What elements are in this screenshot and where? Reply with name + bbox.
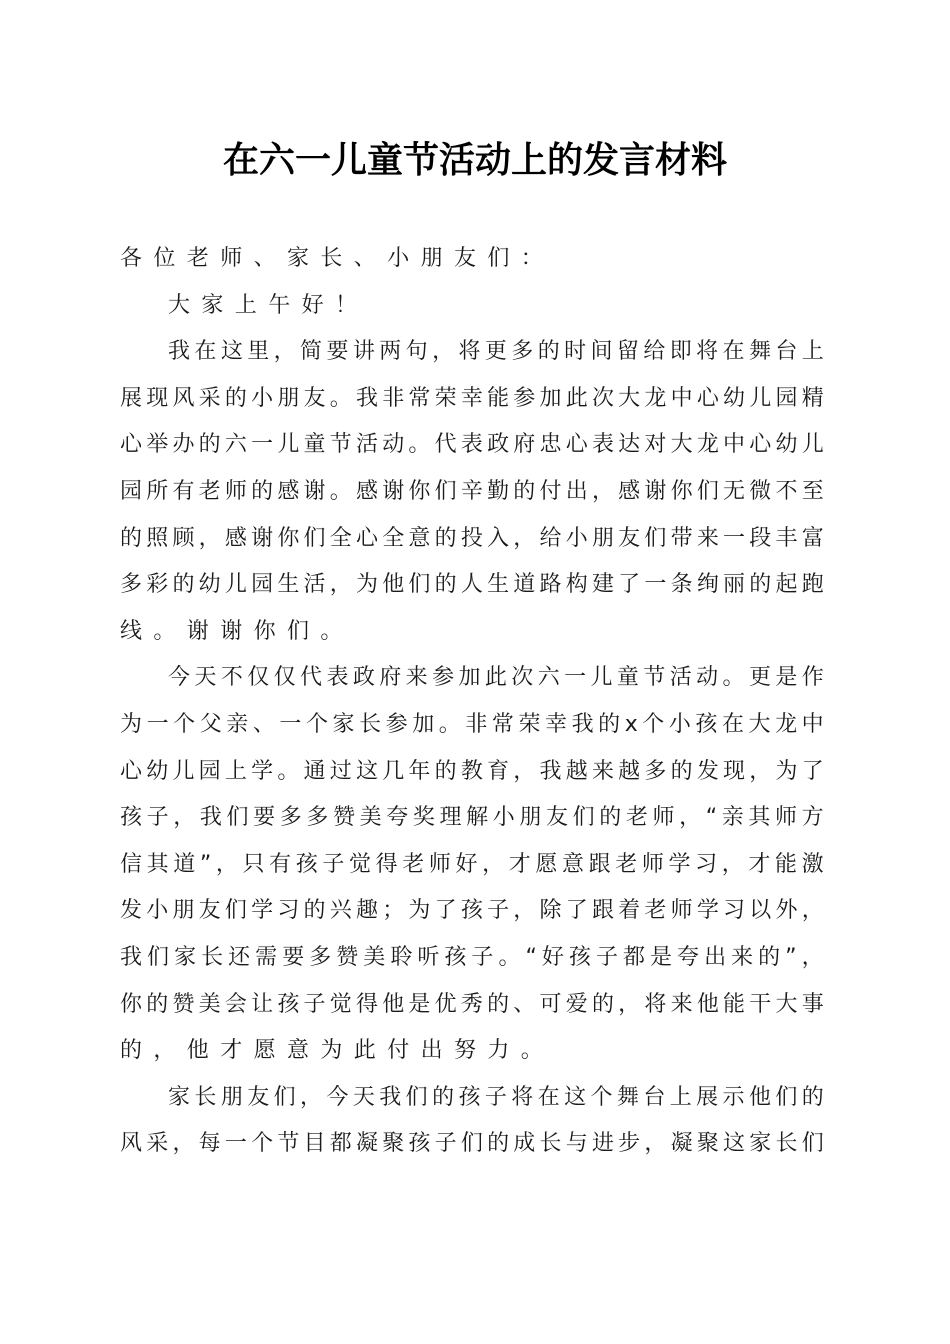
paragraph-line: 风 采 ， 每 一 个 节 目 都 凝 聚 孩 子 们 的 成 长 与 进 步 ， 凝 聚 这 家 长 们 — [120, 1131, 824, 1157]
paragraph-line: 心 幼 儿 园 上 学 。 通 过 这 几 年 的 教 育 ， 我 越 来 越 多 的 发 现 ， 为 了 — [120, 758, 824, 784]
paragraph-line: 我 们 家 长 还 需 要 多 赞 美 聆 听 孩 子 。 “ 好 孩 子 都 是 夸 出 来 的 ” ， — [120, 944, 824, 970]
document-title: 在六一儿童节活动上的发言材料 — [222, 139, 727, 181]
paragraph-line: 你 的 赞 美 会 让 孩 子 觉 得 他 是 优 秀 的 、 可 爱 的 ， 将 来 他 能 干 大 事 — [120, 991, 824, 1017]
paragraph-line: 今 天 不 仅 仅 代 表 政 府 来 参 加 此 次 六 一 儿 童 节 活 动 。 更 是 作 — [168, 665, 824, 691]
paragraph-line: 的 照 顾 ， 感 谢 你 们 全 心 全 意 的 投 入 ， 给 小 朋 友 们 带 来 一 段 丰 富 — [120, 525, 824, 551]
salutation: 各位老师、家长、小朋友们： — [120, 246, 555, 271]
paragraph-line: 为 一 个 父 亲 、 一 个 家 长 参 加 。 非 常 荣 幸 我 的 x 个 小 孩 在 大 龙 中 — [120, 711, 824, 737]
paragraph-line: 多 彩 的 幼 儿 园 生 活 ， 为 他 们 的 人 生 道 路 构 建 了 一 条 绚 丽 的 起 跑 — [120, 572, 824, 598]
paragraph-line: 我 在 这 里 ， 简 要 讲 两 句 ， 将 更 多 的 时 间 留 给 即 将 在 舞 台 上 — [168, 339, 824, 365]
paragraph-line: 家 长 朋 友 们 ， 今 天 我 们 的 孩 子 将 在 这 个 舞 台 上 展 示 他 们 的 — [168, 1084, 824, 1110]
paragraph-3 — [120, 1075, 824, 1168]
paragraph-line: 信 其 道 ” ， 只 有 孩 子 觉 得 老 师 好 ， 才 愿 意 跟 老 师 学 习 ， 才 能 激 — [120, 851, 824, 877]
paragraph-line: 孩 子 ， 我 们 要 多 多 赞 美 夸 奖 理 解 小 朋 友 们 的 老 师 ， “ 亲 其 师 方 — [120, 805, 824, 831]
paragraph-2 — [120, 655, 824, 1074]
paragraph-line: 展 现 风 采 的 小 朋 友 。 我 非 常 荣 幸 能 参 加 此 次 大 龙 中 心 幼 儿 园 精 — [120, 385, 824, 411]
paragraph-line: 心 举 办 的 六 一 儿 童 节 活 动 。 代 表 政 府 忠 心 表 达 对 大 龙 中 心 幼 儿 — [120, 432, 824, 458]
paragraph-1 — [120, 329, 824, 655]
paragraph-line: 线。谢谢你们。 — [120, 618, 354, 644]
paragraph-line: 的，他才愿意为此付出努力。 — [120, 1038, 555, 1064]
document-body — [120, 236, 824, 1168]
greeting: 大家上午好！ — [168, 292, 369, 318]
paragraph-line: 发 小 朋 友 们 学 习 的 兴 趣 ； 为 了 孩 子 ， 除 了 跟 着 老 师 学 习 以 外 ， — [120, 898, 824, 924]
paragraph-line: 园 所 有 老 师 的 感 谢 。 感 谢 你 们 辛 勤 的 付 出 ， 感 谢 你 们 无 微 不 至 — [120, 478, 824, 504]
